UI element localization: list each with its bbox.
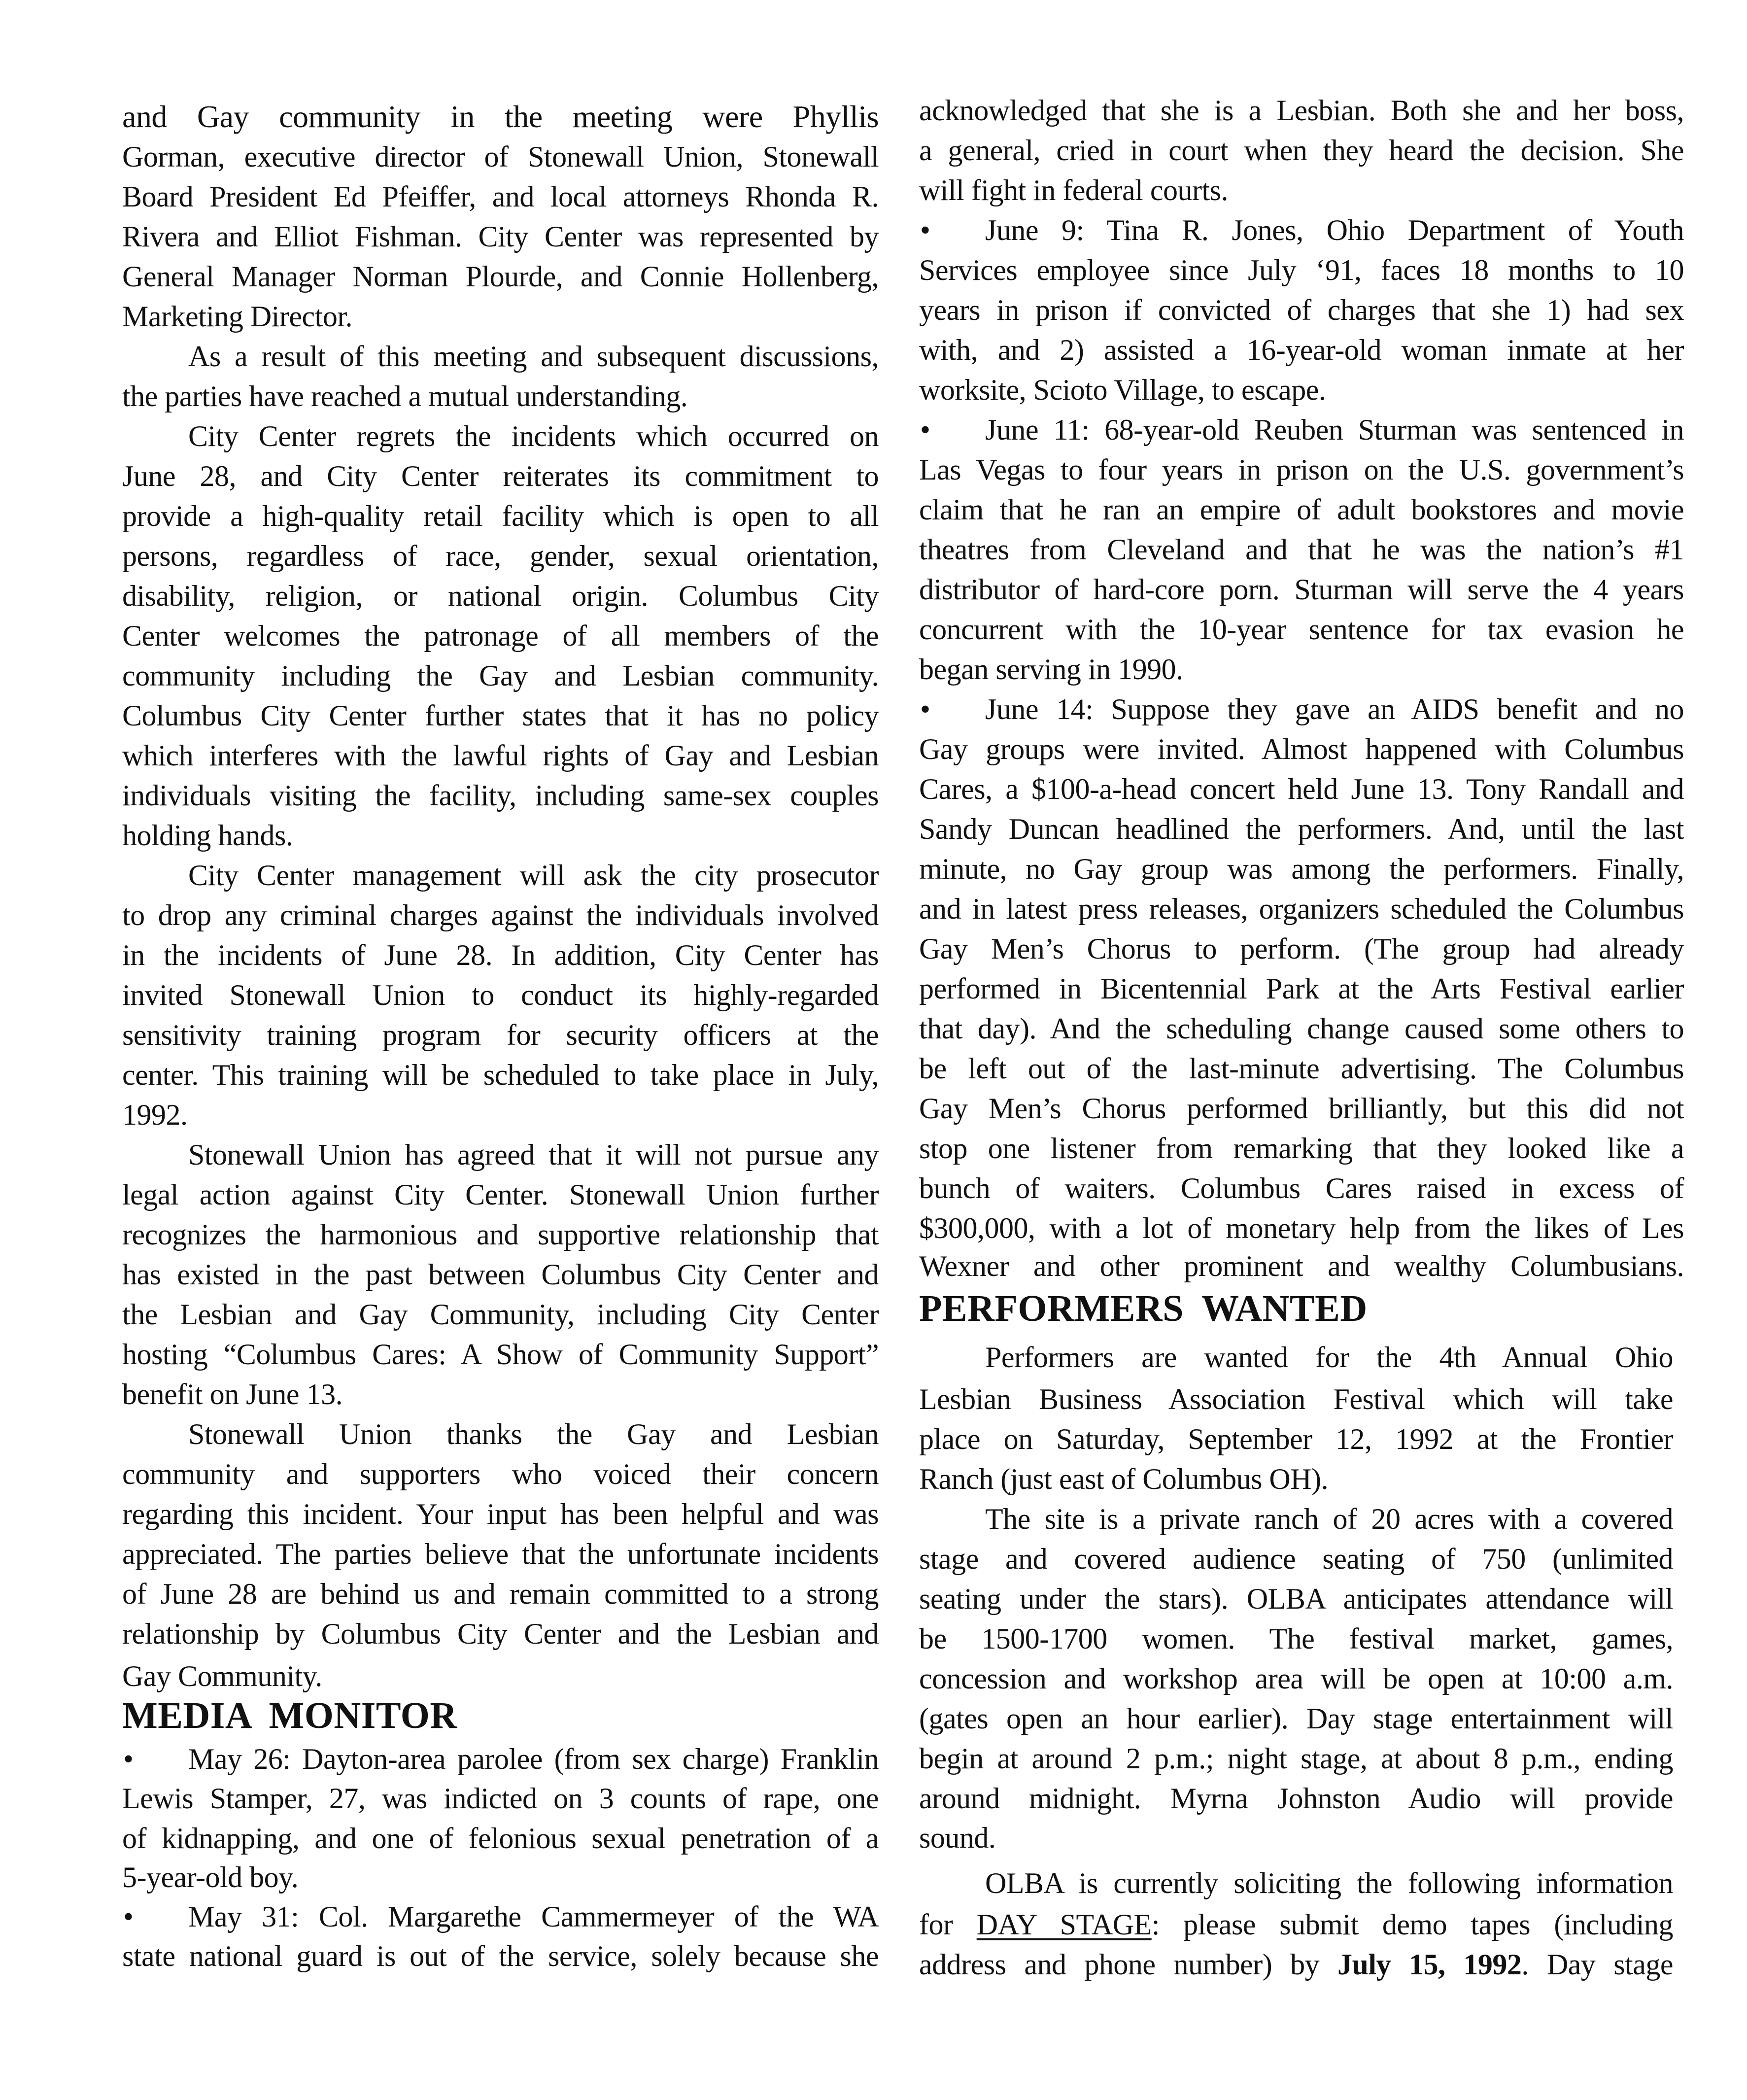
text-line: a general, cried in court when they heard the decision. She: [919, 134, 1684, 167]
right-column: [919, 0, 1684, 2100]
paragraph-start: Stonewall Union thanks the Gay and Lesbian: [188, 1418, 879, 1450]
text-line: 1992.: [122, 1099, 188, 1131]
text-line: distributor of hard-core porn. Sturman will serve the 4 years: [919, 573, 1684, 606]
bullet-text: May 26: Dayton-area parolee (from sex charge) Franklin: [188, 1743, 879, 1775]
text-line: Ranch (just east of Columbus OH).: [919, 1463, 1329, 1495]
bullet-item: [919, 689, 1684, 729]
text-line: $300,000, with a lot of monetary help from the likes of Les: [919, 1212, 1684, 1244]
paragraph-start: The site is a private ranch of 20 acres with a covered: [985, 1503, 1673, 1535]
section-heading-media-monitor: MEDIA MONITOR: [122, 1695, 457, 1736]
text-line: stage and covered audience seating of 750 (unlimited: [919, 1543, 1673, 1575]
text-line: acknowledged that she is a Lesbian. Both she and her boss,: [919, 94, 1684, 127]
deadline-date: July 15, 1992: [1337, 1948, 1522, 1981]
text-line: appreciated. The parties believe that the unfortunate incidents: [122, 1538, 879, 1570]
text-line: Rivera and Elliot Fishman. City Center was represented by: [122, 220, 879, 253]
text-line: with, and 2) assisted a 16-year-old woman inmate at her: [919, 334, 1684, 366]
text-span: for: [919, 1908, 977, 1941]
text-line: Gay Men’s Chorus performed brilliantly, but this did not: [919, 1092, 1684, 1125]
text-span: : please submit demo tapes (including: [1151, 1908, 1674, 1941]
text-span: . Day stage: [1521, 1948, 1673, 1981]
text-line: to drop any criminal charges against the individuals involved: [122, 899, 879, 931]
paragraph-start: City Center management will ask the city prosecutor: [188, 859, 879, 892]
paragraph-start: As a result of this meeting and subsequent discussions,: [188, 340, 879, 373]
text-line: seating under the stars). OLBA anticipates attendance will: [919, 1583, 1673, 1615]
text-line: relationship by Columbus City Center and the Lesbian and: [122, 1618, 879, 1650]
text-line: Sandy Duncan headlined the performers. And, until the last: [919, 813, 1684, 845]
bullet-item: [122, 1896, 879, 1937]
text-line: begin at around 2 p.m.; night stage, at about 8 p.m., ending: [919, 1742, 1673, 1775]
text-line: provide a high-quality retail facility which is open to all: [122, 500, 879, 532]
text-line: recognizes the harmonious and supportive relationship that: [122, 1218, 879, 1251]
text-line: in the incidents of June 28. In addition, City Center has: [122, 939, 879, 971]
text-line: will fight in federal courts.: [919, 174, 1228, 207]
text-line: theatres from Cleveland and that he was the nation’s #1: [919, 533, 1684, 566]
text-line: Columbus City Center further states that it has no policy: [122, 699, 879, 732]
bullet-text: June 11: 68-year-old Reuben Sturman was sentenced in: [985, 413, 1684, 446]
text-line: concurrent with the 10-year sentence for tax evasion he: [919, 613, 1684, 646]
text-line: around midnight. Myrna Johnston Audio will provide: [919, 1782, 1673, 1815]
text-line: place on Saturday, September 12, 1992 at the Frontier: [919, 1423, 1673, 1455]
text-line: community and supporters who voiced their concern: [122, 1458, 879, 1490]
text-line: Gay Community.: [122, 1660, 322, 1692]
text-line: persons, regardless of race, gender, sexual orientation,: [122, 540, 879, 572]
text-line: be left out of the last-minute advertising. The Columbus: [919, 1052, 1684, 1085]
text-line: has existed in the past between Columbus City Center and: [122, 1258, 879, 1291]
text-line: sensitivity training program for security officers at the: [122, 1019, 879, 1051]
text-line: Gorman, executive director of Stonewall Union, Stonewall: [122, 140, 879, 173]
bullet-item: [919, 210, 1684, 250]
text-line: stop one listener from remarking that they looked like a: [919, 1132, 1684, 1165]
bullet-icon: •: [920, 693, 930, 725]
text-line: 5-year-old boy.: [122, 1861, 299, 1893]
deadline-line: [919, 1944, 1673, 1985]
text-line: Marketing Director.: [122, 300, 353, 333]
text-line: June 28, and City Center reiterates its commitment to: [122, 460, 879, 492]
text-span: address and phone number) by: [919, 1948, 1338, 1981]
day-stage-line: [919, 1904, 1673, 1945]
bullet-item: [919, 410, 1684, 450]
text-line: invited Stonewall Union to conduct its highly-regarded: [122, 979, 879, 1011]
text-line: legal action against City Center. Stonewall Union further: [122, 1178, 879, 1211]
text-line: minute, no Gay group was among the performers. Finally,: [919, 853, 1684, 885]
day-stage-label: DAY STAGE: [976, 1908, 1152, 1941]
text-line: Las Vegas to four years in prison on the U.S. government’s: [919, 453, 1684, 486]
text-line: Gay groups were invited. Almost happened with Columbus: [919, 733, 1684, 765]
text-line: be 1500-1700 women. The festival market, games,: [919, 1622, 1673, 1655]
text-line: began serving in 1990.: [919, 653, 1183, 686]
text-line: of June 28 are behind us and remain committed to a strong: [122, 1578, 879, 1610]
section-heading-performers-wanted: PERFORMERS WANTED: [919, 1288, 1368, 1329]
text-line: and Gay community in the meeting were Phyllis: [122, 99, 879, 134]
bullet-icon: •: [920, 214, 930, 246]
bullet-text: June 9: Tina R. Jones, Ohio Department of Youth: [985, 214, 1684, 246]
bullet-icon: •: [123, 1743, 134, 1775]
bullet-icon: •: [123, 1900, 134, 1933]
text-line: Lewis Stamper, 27, was indicted on 3 counts of rape, one: [122, 1782, 879, 1815]
text-line: individuals visiting the facility, including same-sex couples: [122, 779, 879, 812]
text-line: Lesbian Business Association Festival which will take: [919, 1383, 1673, 1415]
text-line: benefit on June 13.: [122, 1378, 343, 1411]
paragraph-start: Performers are wanted for the 4th Annual Ohio: [985, 1341, 1673, 1374]
text-line: Center welcomes the patronage of all members of the: [122, 620, 879, 652]
text-line: community including the Gay and Lesbian community.: [122, 659, 879, 692]
text-line: Services employee since July ‘91, faces 18 months to 10: [919, 254, 1684, 286]
text-line: center. This training will be scheduled to take place in July,: [122, 1059, 879, 1091]
text-line: the Lesbian and Gay Community, including City Center: [122, 1298, 879, 1331]
paragraph-start: City Center regrets the incidents which occurred on: [188, 420, 879, 452]
text-line: of kidnapping, and one of felonious sexual penetration of a: [122, 1822, 879, 1855]
text-line: that day). And the scheduling change caused some others to: [919, 1012, 1684, 1045]
text-line: concession and workshop area will be open at 10:00 a.m.: [919, 1662, 1673, 1695]
text-line: bunch of waiters. Columbus Cares raised in excess of: [919, 1172, 1684, 1205]
text-line: Board President Ed Pfeiffer, and local attorneys Rhonda R.: [122, 180, 879, 213]
text-line: hosting “Columbus Cares: A Show of Community Support”: [122, 1338, 879, 1371]
text-line: General Manager Norman Plourde, and Connie Hollenberg,: [122, 260, 879, 293]
text-line: Cares, a $100-a-head concert held June 13. Tony Randall and: [919, 773, 1684, 805]
paragraph-start: Stonewall Union has agreed that it will not pursue any: [188, 1138, 879, 1171]
bullet-icon: •: [920, 413, 930, 446]
text-line: the parties have reached a mutual understanding.: [122, 380, 688, 413]
text-line: Gay Men’s Chorus to perform. (The group had already: [919, 932, 1684, 965]
paragraph-start: OLBA is currently soliciting the following information: [985, 1867, 1673, 1899]
bullet-text: June 14: Suppose they gave an AIDS benefit and no: [985, 693, 1684, 725]
bullet-text: May 31: Col. Margarethe Cammermeyer of the WA: [188, 1900, 879, 1933]
left-column: [122, 0, 879, 2100]
text-line: claim that he ran an empire of adult bookstores and movie: [919, 493, 1684, 526]
text-line: sound.: [919, 1822, 996, 1854]
text-line: holding hands.: [122, 819, 293, 852]
text-line: worksite, Scioto Village, to escape.: [919, 374, 1326, 406]
bullet-item: [122, 1739, 879, 1779]
text-line: years in prison if convicted of charges that she 1) had sex: [919, 294, 1684, 326]
text-line: and in latest press releases, organizers scheduled the Columbus: [919, 893, 1684, 925]
text-line: disability, religion, or national origin. Columbus City: [122, 580, 879, 612]
text-line: regarding this incident. Your input has been helpful and was: [122, 1498, 879, 1530]
text-line: state national guard is out of the service, solely because she: [122, 1940, 879, 1972]
text-line: which interferes with the lawful rights of Gay and Lesbian: [122, 739, 879, 772]
text-line: Wexner and other prominent and wealthy Columbusians.: [919, 1250, 1684, 1282]
text-line: (gates open an hour earlier). Day stage entertainment will: [919, 1702, 1673, 1735]
text-line: performed in Bicentennial Park at the Arts Festival earlier: [919, 972, 1684, 1005]
